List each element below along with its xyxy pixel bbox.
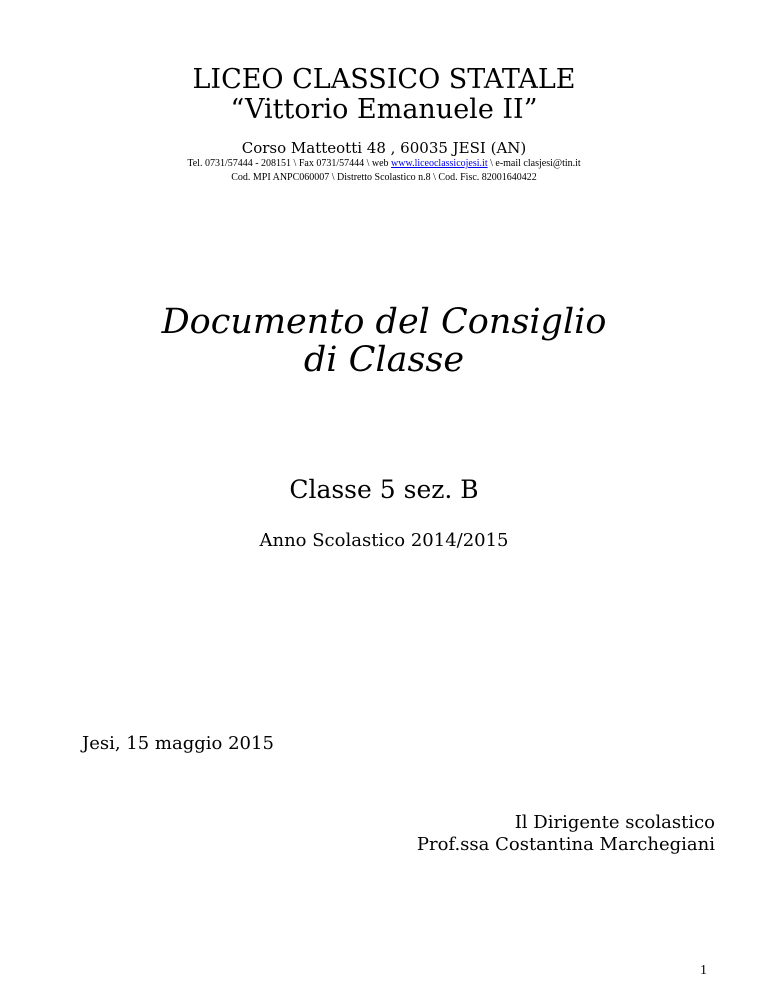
school-year: Anno Scolastico 2014/2015	[259, 530, 509, 551]
document-title-line-2: di Classe	[303, 340, 465, 380]
school-subtitle: “Vittorio Emanuele II”	[230, 94, 538, 125]
school-name: LICEO CLASSICO STATALE	[192, 64, 576, 95]
document-title-line-1: Documento del Consiglio	[161, 302, 607, 342]
website-link[interactable]: www.liceoclassicojesi.it	[391, 158, 488, 169]
page-number: 1	[700, 963, 707, 978]
contact-phone-fax: Tel. 0731/57444 - 208151 \ Fax 0731/57444 \ web	[187, 158, 392, 169]
signature-role: Il Dirigente scolastico	[514, 812, 715, 833]
signature-name: Prof.ssa Costantina Marchegiani	[416, 834, 715, 855]
school-codes: Cod. MPI ANPC060007 \ Distretto Scolastico n.8 \ Cod. Fisc. 82001640422	[231, 172, 537, 183]
class-label: Classe 5 sez. B	[289, 475, 479, 504]
contact-email: \ e-mail clasjesi@tin.it	[487, 158, 581, 169]
contact-line	[0, 157, 768, 170]
school-address: Corso Matteotti 48 , 60035 JESI (AN)	[241, 139, 527, 157]
place-date: Jesi, 15 maggio 2015	[82, 733, 274, 754]
